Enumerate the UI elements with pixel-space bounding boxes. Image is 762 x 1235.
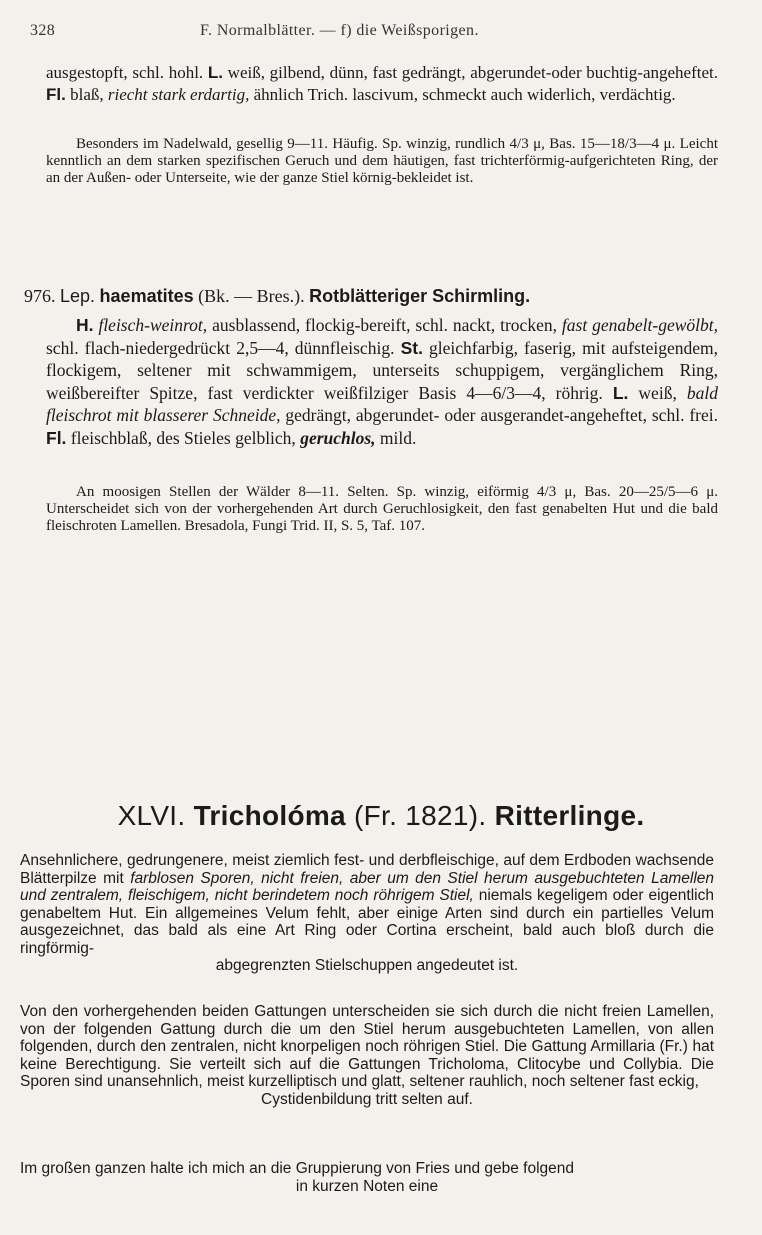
prev-flesh-text: blaß, [65,85,108,104]
prev-flesh-label: Fl. [46,85,66,104]
chapter-common-name: Ritterlinge. [494,800,645,831]
intro-p1-text-end: niemals kegeligem oder eigentlich genabeltem Hut. Ein allgemeines Velum fehlt, aber einige Arten sind durch ein partielles Velum ausgezeichnet, das bald als eine Art Ring oder Cortina erscheint, bald auch bloß durch die ringförmig- [20,887,714,957]
lamellae-text-1: weiß, [628,382,687,403]
prev-flesh-text-end: ähnlich Trich. lascivum, schmeckt auch widerlich, verdächtig. [249,85,676,104]
lamellae-italic: bald fleischrot mit blasserer Schneide, [46,382,718,425]
chapter-genus: Tricholóma [193,800,346,831]
prev-stem-text: ausgestopft, schl. hohl. [46,63,208,82]
intro-paragraph-2 [20,1003,714,1108]
cap-italic-1: fleisch-weinrot, [98,315,208,335]
entry-976-description [46,314,718,449]
intro-paragraph-1 [20,852,714,975]
intro-p1-text: Ansehnlichere, gedrungenere, meist ziemlich fest- und derbfleischige, auf dem Erdboden wachsende Blätterpilze mit [20,852,714,887]
intro-paragraph-3 [20,1160,714,1195]
flesh-label: Fl. [46,427,67,448]
chapter-number: XLVI. [117,800,186,831]
lamellae-text-2: gedrängt, abgerundet- oder ausgerandet-angeheftet, schl. frei. [280,405,718,425]
intro-p3-last-line: in kurzen Noten eine [295,1177,439,1195]
intro-p1-italic: farblosen Sporen, nicht freien, aber um den Stiel herum ausgebuchteten Lamellen und zentralem, fleischigem, nicht berindetem noch röhrigem Stiel, [20,869,715,904]
entry-976-heading [24,286,530,307]
prev-lamellae-text: weiß, gilbend, dünn, fast gedrängt, abgerundet-oder buchtig-angeheftet. [222,63,718,82]
flesh-italic: geruchlos, [300,427,376,448]
intro-p2-text: Von den vorhergehenden beiden Gattungen unterscheiden sie sich durch die nicht freien Lamellen, von der folgenden Gattung durch die um den Stiel herum ausgebuchteten Lamellen, von allen folgenden, durch den zentralen, nicht knorpeligen noch röhrigen Stiel. Die Gattung Armillaria (Fr.) hat keine Berechtigung. Sie verteilt sich auf die Gattungen Tricholoma, Clitocybe und Collybia. Die Sporen sind unansehnlich, meist kurzelliptisch und glatt, seltener rauhlich, noch seltener fast eckig, [20,1003,714,1090]
lamellae-label: L. [612,382,629,403]
flesh-text-1: fleischblaß, des Stieles gelblich, [66,427,301,448]
intro-p1-last-line: abgegrenzten Stielschuppen angedeutet ist. [215,957,519,974]
prev-flesh-italic: riecht stark erdartig, [107,85,250,104]
running-title: F. Normalblätter. — f) die Weißsporigen. [200,22,479,39]
entry-number: 976. [24,286,56,306]
intro-p2-last-line: Cystidenbildung tritt selten auf. [261,1090,473,1108]
prev-entry-note: Besonders im Nadelwald, gesellig 9—11. Häufig. Sp. winzig, rundlich 4/3 μ, Bas. 15—18/3—4 μ. Leicht kenntlich an dem starken spezifischen Geruch und dem häutigen, fast trichterförmig-aufgerichteten Ring, der an der Außen- oder Unterseite, wie der ganze Stiel körnig-bekleidet ist. [46,136,718,186]
flesh-text-2: mild. [375,427,417,448]
prev-lamellae-label: L. [207,63,223,82]
page-number: 328 [30,22,56,39]
stem-text: gleichfarbig, faserig, mit aufsteigendem, flockigem, seltener mit schwammigem, unterseits schuppigem, vergänglichem Ring, weißbereifter Spitze, fast verdickter weißfilziger Basis 4—6/3—4, röhrig. [46,337,719,403]
cap-label: H. [76,315,94,335]
cap-text-2: schl. flach-niedergedrückt 2,5—4, dünnfleischig. [46,337,395,358]
entry-authors: (Bk. — Bres.). [198,286,305,306]
chapter-heading [0,800,762,832]
entry-genus: Lep. [60,286,96,306]
intro-p3-text: Im großen ganzen halte ich mich an die Gruppierung von Fries und gebe folgend [20,1160,575,1177]
prev-entry-description [46,62,718,106]
entry-976-note: An moosigen Stellen der Wälder 8—11. Selten. Sp. winzig, eiförmig 4/3 μ, Bas. 20—25/5—6 μ. Unterscheidet sich von der vorhergehenden Art durch Geruchlosigkeit, den fast genabelten Hut und die bald fleischroten Lamellen. Bresadola, Fungi Trid. II, S. 5, Taf. 107. [46,484,718,534]
cap-italic-2: fast genabelt-gewölbt, [561,315,719,335]
chapter-year: (Fr. 1821). [354,800,487,831]
entry-species: haematites [99,286,194,306]
stem-label: St. [400,337,423,358]
cap-text-1: ausblassend, flockig-bereift, schl. nackt, trocken, [207,315,562,335]
entry-common-name: Rotblätteriger Schirmling. [309,286,531,306]
